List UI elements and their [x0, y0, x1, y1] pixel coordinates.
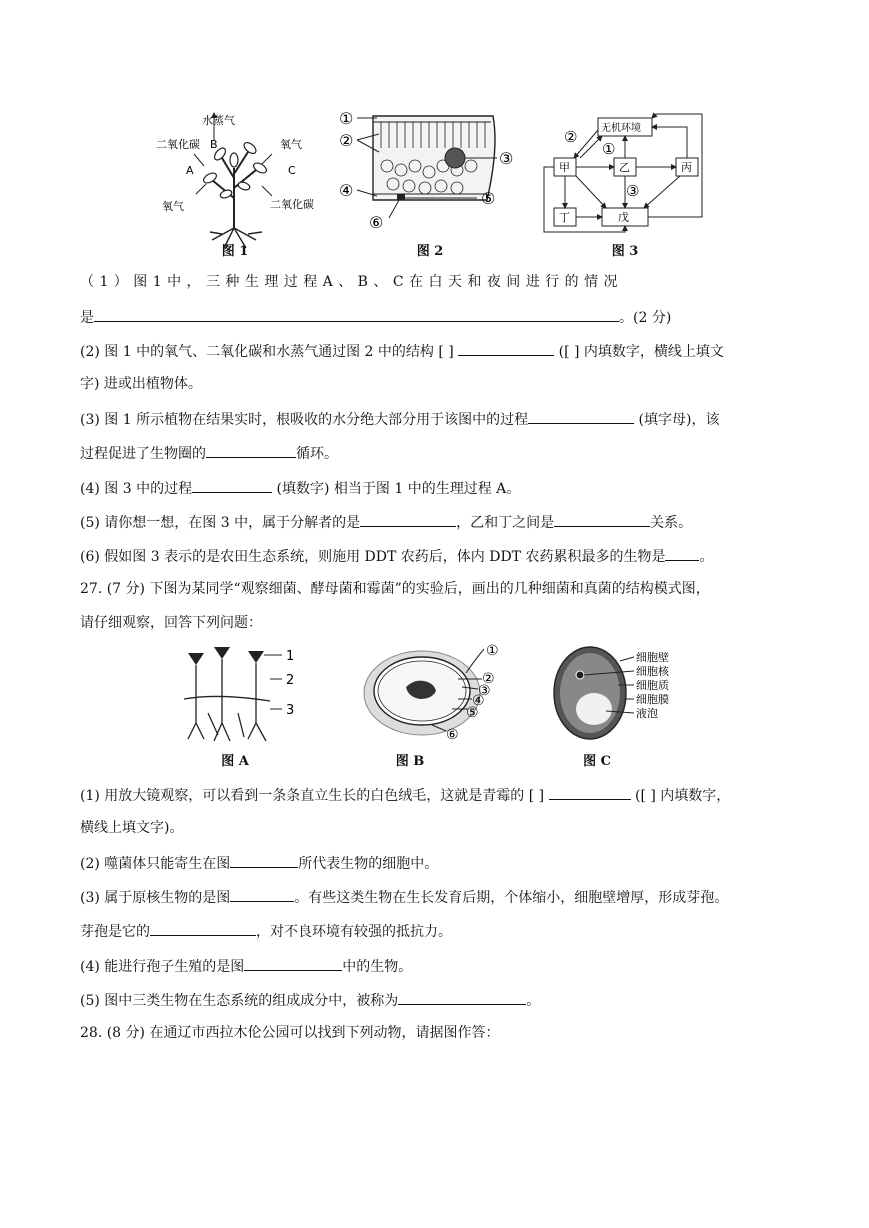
- q26-2-suffix: ([ ] 内填数字，横线上填文: [558, 344, 724, 360]
- fig1-o2-right-label: 氧气: [280, 138, 302, 151]
- fig2-label-1: ①: [339, 109, 354, 128]
- fig3-env: 无机环境: [601, 123, 641, 134]
- figC-cytoplasm: 细胞质: [636, 679, 669, 692]
- q26-3-answer-blank[interactable]: [528, 408, 634, 424]
- figC-vacuole: 液泡: [636, 707, 658, 720]
- q27-2-prefix: (2) 噬菌体只能寄生在图: [80, 856, 231, 872]
- q26-3-prefix: (3) 图 1 所示植物在结果实时，根吸收的水分绝大部分用于该图中的过程: [80, 412, 529, 428]
- q27-intro-a: 27. (7 分) 下图为某同学“观察细菌、酵母菌和霉菌”的实验后，画出的几种细菌和真菌的结构模式图，: [80, 581, 710, 597]
- q27-3b-prefix: 芽孢是它的: [80, 924, 150, 940]
- q27-3b-suffix: ，对不良环境有较强的抵抗力。: [256, 924, 452, 940]
- fig2-label-5: ⑤: [481, 189, 496, 208]
- fig3-yi: 乙: [619, 161, 630, 174]
- q27-1-line-a: [80, 784, 730, 806]
- q27-1-answer-blank[interactable]: [549, 784, 631, 800]
- fig1-c-label: C: [288, 164, 296, 177]
- figure-2-caption: 图 2: [416, 244, 444, 259]
- figure-a-caption: 图 A: [221, 754, 249, 769]
- figure-1-plant: [152, 108, 352, 258]
- q26-5-prefix: (5) 请你想一想，在图 3 中，属于分解者的是: [80, 515, 361, 531]
- q26-2-answer-blank[interactable]: [458, 340, 554, 356]
- fig1-vapor-label: 水蒸气: [202, 114, 235, 127]
- q26-1-suffix: 。(2 分): [619, 310, 672, 326]
- q26-4-prefix: (4) 图 3 中的过程: [80, 481, 193, 497]
- q26-3b-answer-blank[interactable]: [206, 442, 296, 458]
- fig1-o2-left-label: 氧气: [162, 200, 184, 213]
- figB-label-3: ③: [478, 683, 491, 699]
- figure-3-caption: 图 3: [611, 244, 639, 259]
- q27-4-line: [80, 955, 412, 977]
- q26-5-mid: ，乙和丁之间是: [456, 515, 555, 531]
- fig1-co2-right-label: 二氧化碳: [270, 198, 314, 211]
- q26-2-line-a: [80, 340, 724, 362]
- q27-3-answer-blank[interactable]: [230, 886, 294, 902]
- q26-3-line-b: [80, 442, 338, 464]
- fig3-wu: 戊: [618, 211, 629, 224]
- q27-1-prefix: (1) 用放大镜观察，可以看到一条条直立生长的白色绒毛，这就是青霉的 [ ]: [80, 788, 545, 804]
- fig1-co2-left-label: 二氧化碳: [156, 138, 200, 151]
- fig3-jia: 甲: [559, 161, 570, 174]
- q26-1-prefix: 是: [80, 310, 94, 326]
- q26-6-answer-blank[interactable]: [665, 545, 699, 561]
- figure-3-ecosystem: [540, 108, 710, 240]
- q27-4-answer-blank[interactable]: [244, 955, 342, 971]
- q27-4-suffix: 中的生物。: [342, 959, 413, 975]
- figB-label-5: ⑤: [466, 705, 479, 721]
- figA-label-3: 3: [286, 703, 295, 718]
- q27-3-prefix: (3) 属于原核生物的是图: [80, 890, 231, 906]
- q26-2-line-b: 字) 进或出植物体。: [80, 376, 202, 392]
- figA-label-1: 1: [286, 649, 295, 664]
- figure-c-caption: 图 C: [583, 754, 611, 769]
- figB-label-2: ②: [482, 671, 495, 687]
- figure-a-mold: [178, 643, 308, 748]
- fig2-label-4: ④: [339, 181, 354, 200]
- q27-2-answer-blank[interactable]: [230, 852, 298, 868]
- q26-3b-suffix: 循环。: [296, 446, 338, 462]
- q27-2-suffix: 所代表生物的细胞中。: [298, 856, 439, 872]
- figure-c-yeast: [550, 643, 710, 748]
- figure-2-leaf-section: [337, 108, 527, 238]
- q27-4-prefix: (4) 能进行孢子生殖的是图: [80, 959, 245, 975]
- fig1-b-label: B: [210, 138, 218, 151]
- q27-5-line: [80, 989, 540, 1011]
- q27-3-suffix: 。有些这类生物在生长发育后期，个体缩小，细胞壁增厚，形成芽孢。: [294, 890, 729, 906]
- figA-label-2: 2: [286, 673, 295, 688]
- q26-5-line: [80, 511, 692, 533]
- figure-b-bacterium: [362, 643, 502, 748]
- q27-3-line-a: [80, 886, 728, 908]
- q26-5-suffix: 关系。: [650, 515, 693, 531]
- figC-nucleus: 细胞核: [636, 665, 669, 678]
- fig3-c3: ③: [626, 182, 640, 200]
- q26-1-line-a: （ 1 ） 图 1 中 ， 三 种 生 理 过 程 A 、 B 、 C 在 白 天 和 夜 间 进 行 的 情 况: [80, 274, 619, 290]
- q26-4-answer-blank[interactable]: [192, 477, 272, 493]
- fig3-c1: ①: [602, 140, 616, 158]
- fig3-ding: 丁: [559, 211, 570, 224]
- q26-2-prefix: (2) 图 1 中的氧气、二氧化碳和水蒸气通过图 2 中的结构 [ ]: [80, 344, 454, 360]
- q27-3-line-b: [80, 920, 452, 942]
- fig1-a-label: A: [186, 164, 194, 177]
- figC-wall: 细胞壁: [636, 651, 669, 664]
- figB-label-4: ④: [472, 693, 485, 709]
- q26-1-line-b: [80, 306, 671, 328]
- q28-intro: 28. (8 分) 在通辽市西拉木伦公园可以找到下列动物，请据图作答：: [80, 1025, 500, 1041]
- q26-4-suffix: (填数字) 相当于图 1 中的生理过程 A。: [276, 481, 521, 497]
- fig2-label-3: ③: [499, 149, 514, 168]
- figB-label-1: ①: [486, 643, 499, 659]
- q26-1-answer-blank[interactable]: [94, 306, 619, 322]
- q26-3b-prefix: 过程促进了生物圈的: [80, 446, 206, 462]
- q27-2-line: [80, 852, 438, 874]
- figure-b-caption: 图 B: [395, 754, 425, 769]
- q27-5-suffix: 。: [526, 993, 541, 1009]
- q26-3-line-a: [80, 408, 719, 430]
- q26-4-line: [80, 477, 520, 499]
- q26-5-answer-blank-1[interactable]: [360, 511, 456, 527]
- q26-6-suffix: 。: [699, 549, 714, 565]
- q26-6-line: [80, 545, 713, 567]
- q26-5-answer-blank-2[interactable]: [554, 511, 650, 527]
- q26-6-prefix: (6) 假如图 3 表示的是农田生态系统，则施用 DDT 农药后，体内 DDT 农药累积最多的生物是: [80, 549, 666, 565]
- q27-5-answer-blank[interactable]: [398, 989, 526, 1005]
- q27-intro-b: 请仔细观察，回答下列问题：: [80, 615, 262, 631]
- figure-1-caption: 图 1: [221, 244, 249, 259]
- fig2-label-2: ②: [339, 131, 354, 150]
- fig2-label-6: ⑥: [369, 213, 384, 232]
- fig3-bing: 丙: [681, 161, 692, 174]
- q26-3-suffix: (填字母)，该: [638, 412, 720, 428]
- q27-1-suffix: ([ ] 内填数字，: [635, 788, 731, 804]
- q27-5-prefix: (5) 图中三类生物在生态系统的组成成分中，被称为: [80, 993, 399, 1009]
- fig3-c2: ②: [564, 128, 578, 146]
- q27-3b-answer-blank[interactable]: [150, 920, 256, 936]
- figC-membrane: 细胞膜: [636, 693, 669, 706]
- q27-1-line-b: 横线上填文字)。: [80, 820, 184, 836]
- figB-label-6: ⑥: [446, 727, 459, 743]
